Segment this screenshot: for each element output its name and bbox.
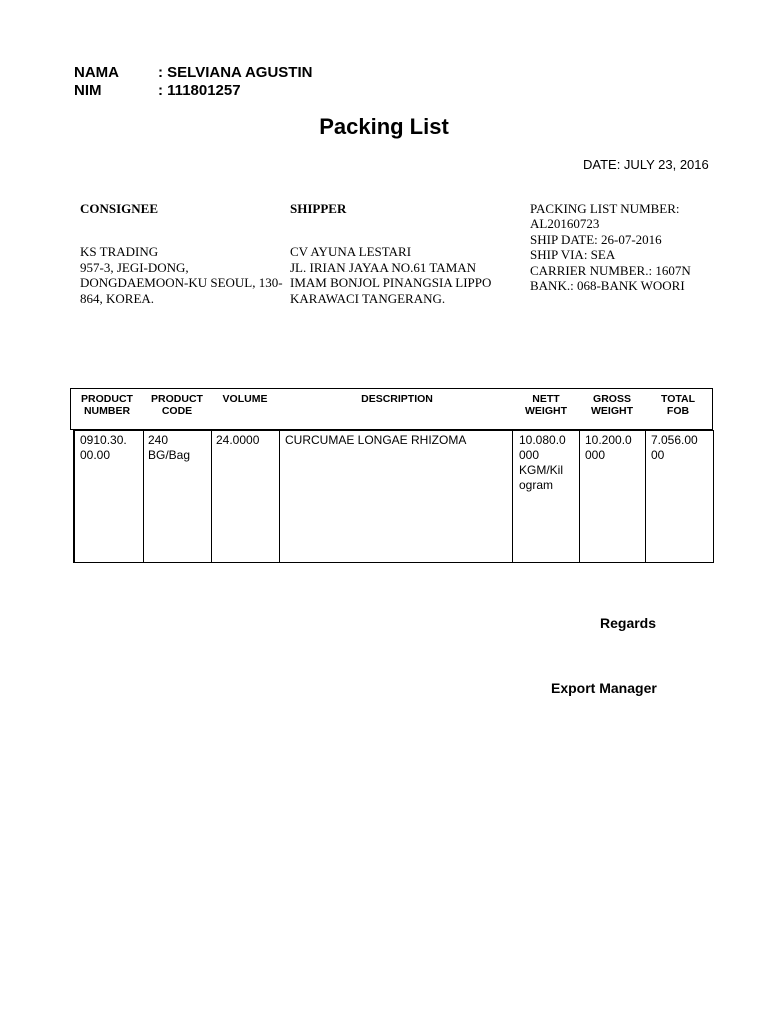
shipment-info-line: PACKING LIST NUMBER: [530,201,680,216]
student-nim-row [74,82,474,102]
cell-total-fob: 7.056.00 00 [651,433,698,462]
cell-nett-weight: 10.080.0 000 KGM/Kil ogram [519,433,566,492]
header-description: DESCRIPTION [361,393,433,405]
header-gross-weight: GROSS WEIGHT [591,393,633,417]
cell-product-number: 0910.30. 00.00 [80,433,127,462]
column-divider [645,431,646,562]
consignee-line: 957-3, JEGI-DONG, [80,259,189,275]
consignee-line: 864, KOREA. [80,290,155,306]
shipment-info-line: CARRIER NUMBER.: 1607N [530,262,691,278]
shipper-header: SHIPPER [290,201,347,216]
shipper-line: KARAWACI TANGERANG. [290,290,446,306]
consignee-header: CONSIGNEE [80,201,159,216]
signatory-position: Export Manager [551,680,657,696]
name-label: NAMA [74,64,119,81]
header-product-number: PRODUCT NUMBER [81,393,133,417]
nim-value: : 111801257 [158,82,241,99]
cell-gross-weight: 10.200.0 000 [585,433,632,462]
column-divider [279,431,280,562]
table-row [73,430,714,563]
shipper-block [290,201,510,306]
cell-description: CURCUMAE LONGAE RHIZOMA [285,433,467,447]
shipment-info-line: SHIP VIA: SEA [530,247,616,263]
header-product-code: PRODUCT CODE [151,393,203,417]
header-volume: VOLUME [222,393,268,405]
page-title: Packing List [319,114,449,139]
header-total-fob: TOTAL FOB [660,393,696,417]
consignee-line: KS TRADING [80,244,159,260]
column-divider [211,431,212,562]
document-date: DATE: JULY 23, 2016 [583,157,709,172]
regards-text: Regards [600,615,657,631]
cell-volume: 24.0000 [216,433,260,447]
header-nett-weight: NETT WEIGHT [525,393,567,417]
shipment-info-line: SHIP DATE: 26-07-2016 [530,231,662,247]
column-divider [512,431,513,562]
shipper-line: CV AYUNA LESTARI [290,244,412,260]
column-divider [143,431,144,562]
cell-product-code: 240 BG/Bag [148,433,191,462]
shipment-info-line: BANK.: 068-BANK WOORI [530,278,685,294]
nim-label: NIM [74,82,102,99]
column-divider [579,431,580,562]
shipment-info-block [530,201,750,293]
student-name-row [74,64,474,84]
shipper-line: JL. IRIAN JAYAA NO.61 TAMAN [290,259,477,275]
consignee-line: DONGDAEMOON-KU SEOUL, 130- [80,275,283,291]
table-header [70,388,713,430]
name-value: : SELVIANA AGUSTIN [158,64,313,81]
consignee-block [80,201,283,306]
shipper-line: IMAM BONJOL PINANGSIA LIPPO [290,275,492,291]
shipment-info-line: AL20160723 [530,216,600,232]
